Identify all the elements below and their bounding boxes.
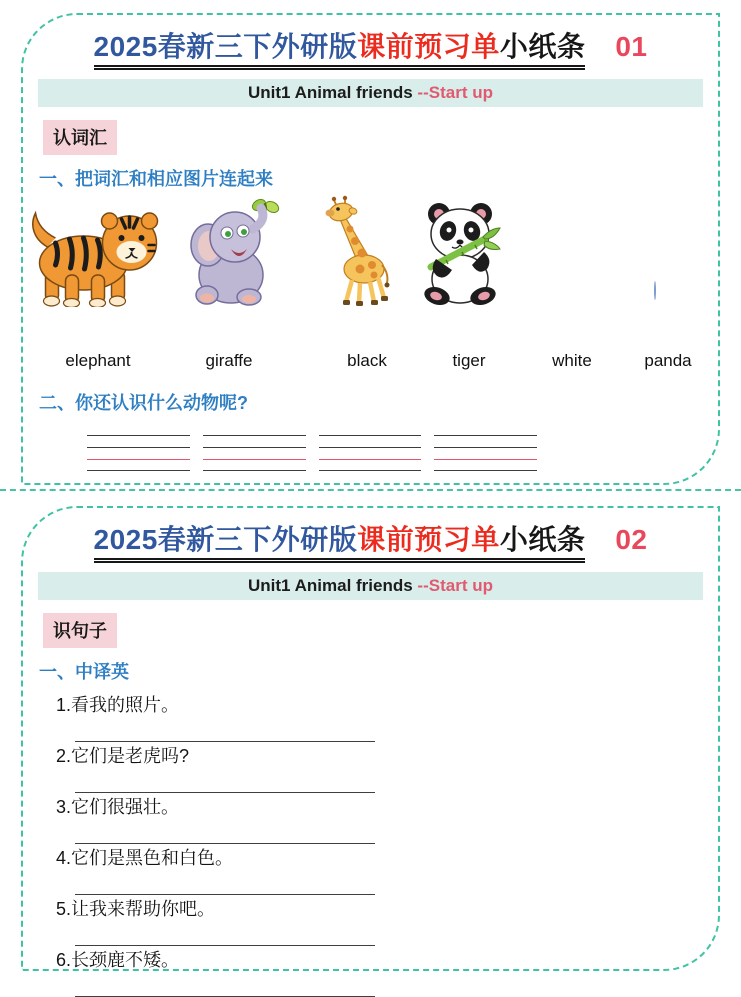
translation-exercise-list	[56, 693, 718, 997]
four-line-writing-grid	[203, 435, 306, 471]
title-edition-text: 2025春新三下外研版	[93, 31, 358, 62]
unit-header-bar	[38, 572, 703, 600]
worksheet-card-01	[21, 13, 720, 485]
cut-line-divider	[0, 489, 741, 491]
worksheet-card-02	[21, 506, 720, 971]
animal-pictures-row	[23, 197, 718, 309]
staff-line	[203, 435, 306, 436]
staff-line	[319, 470, 422, 471]
section-badge-vocabulary: 认词汇	[43, 120, 117, 155]
answer-blank-line	[75, 972, 375, 997]
unit-title-text: Unit1 Animal friends	[248, 83, 418, 103]
word-label: elephant	[65, 351, 131, 371]
sentence-chinese: 5.让我来帮助你吧。	[56, 899, 216, 920]
list-item	[56, 948, 718, 997]
word-label: panda	[644, 351, 692, 371]
staff-line-red	[203, 459, 306, 460]
word-label: giraffe	[205, 351, 253, 371]
sentence-chinese: 1.看我的照片。	[56, 695, 180, 716]
answer-blank-line	[75, 921, 375, 946]
word-label: tiger	[452, 351, 486, 371]
staff-line-red	[319, 459, 422, 460]
sentence-chinese: 4.它们是黑色和白色。	[56, 848, 234, 869]
sentence-chinese: 3.它们很强壮。	[56, 797, 180, 818]
staff-line	[87, 470, 190, 471]
title-note-text: 小纸条	[499, 31, 586, 62]
card-number: 02	[615, 524, 648, 555]
four-line-writing-grid	[319, 435, 422, 471]
sentence-chinese: 2.它们是老虎吗?	[56, 746, 190, 767]
word-label: black	[347, 351, 387, 371]
unit-startup-text: --Start up	[417, 576, 493, 596]
answer-blank-line	[75, 768, 375, 793]
list-item	[56, 795, 718, 844]
card-number: 01	[615, 31, 648, 62]
task1-heading: 一、中译英	[39, 662, 129, 683]
task1-heading: 一、把词汇和相应图片连起来	[39, 169, 273, 190]
elephant-image	[183, 195, 283, 307]
title-preview-text: 课前预习单	[357, 31, 500, 62]
task2-heading: 二、你还认识什么动物呢?	[39, 393, 248, 414]
staff-line	[319, 435, 422, 436]
answer-blank-line	[75, 819, 375, 844]
list-item	[56, 897, 718, 946]
staff-line	[434, 470, 537, 471]
staff-line	[434, 447, 537, 448]
four-line-writing-grid	[87, 435, 190, 471]
title-preview-text: 课前预习单	[357, 524, 500, 555]
staff-line	[203, 470, 306, 471]
four-line-writing-grid	[434, 435, 537, 471]
word-label: white	[552, 351, 592, 371]
title-note-text: 小纸条	[499, 524, 586, 555]
card-title	[23, 524, 718, 563]
unit-title-text: Unit1 Animal friends	[248, 576, 418, 596]
card-title-underlined	[94, 524, 586, 563]
staff-line	[203, 447, 306, 448]
card-title	[23, 31, 718, 70]
staff-line	[87, 435, 190, 436]
staff-line	[319, 447, 422, 448]
staff-line	[434, 435, 537, 436]
panda-image	[415, 201, 507, 307]
list-item	[56, 846, 718, 895]
unit-startup-text: --Start up	[417, 83, 493, 103]
list-item	[56, 693, 718, 742]
word-labels-row	[23, 351, 718, 373]
staff-line	[87, 447, 190, 448]
tiger-image	[26, 205, 161, 307]
answer-blank-line	[75, 717, 375, 742]
writing-staff-row	[87, 435, 537, 471]
staff-line-red	[87, 459, 190, 460]
unit-header-bar	[38, 79, 703, 107]
staff-line-red	[434, 459, 537, 460]
giraffe-image	[316, 195, 390, 307]
list-item	[56, 744, 718, 793]
title-edition-text: 2025春新三下外研版	[93, 524, 358, 555]
card-title-underlined	[94, 31, 586, 70]
answer-blank-line	[75, 870, 375, 895]
section-badge-sentences: 识句子	[43, 613, 117, 648]
sentence-chinese: 6.长颈鹿不矮。	[56, 950, 180, 971]
